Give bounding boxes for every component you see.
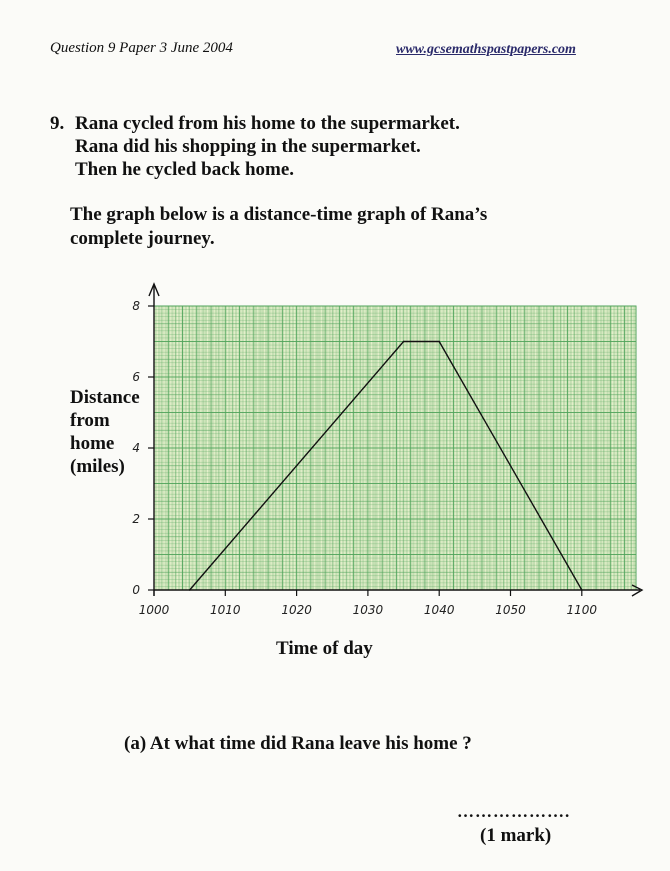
intro-line-2: complete journey. (70, 228, 215, 249)
y-tick-label: 2 (132, 512, 140, 526)
y-tick-label: 0 (132, 583, 140, 597)
journey-point (189, 589, 191, 591)
x-tick-label: 1010 (210, 603, 241, 617)
y-axis-label-line: (miles) (70, 456, 125, 477)
exam-source: Question 9 Paper 3 June 2004 (50, 40, 233, 56)
y-tick-label: 4 (132, 441, 140, 455)
journey-point (403, 341, 405, 343)
y-tick-label: 8 (132, 299, 140, 313)
question-line-1: 9. Rana cycled from his home to the supermarket. (50, 113, 460, 134)
y-axis-label (70, 386, 140, 478)
intro-line-1: The graph below is a distance-time graph of Rana’s (70, 204, 488, 225)
x-tick-label: 1050 (495, 603, 526, 617)
question-line-3: Then he cycled back home. (75, 159, 295, 180)
answer-line[interactable]: ………………. (457, 802, 571, 821)
part-a-question: (a) At what time did Rana leave his home ? (124, 733, 472, 754)
question-number: 9. (50, 113, 65, 134)
x-tick-label: 1000 (138, 603, 170, 617)
x-tick-label: 1040 (423, 603, 455, 617)
y-axis-label-line: Distance (70, 387, 140, 408)
journey-point (581, 589, 583, 591)
y-axis-label-line: from (70, 410, 110, 431)
x-tick-label: 1100 (566, 603, 598, 617)
website-link[interactable]: www.gcsemathspastpapers.com (396, 42, 576, 57)
x-axis-label: Time of day (276, 638, 373, 659)
x-tick-label: 1030 (352, 603, 384, 617)
y-tick-label: 6 (132, 370, 140, 384)
y-axis-label-line: home (70, 433, 115, 454)
journey-point (438, 341, 440, 343)
question-line-2: Rana did his shopping in the supermarket. (75, 136, 421, 157)
x-tick-label: 1020 (281, 603, 312, 617)
mark-allocation: (1 mark) (480, 825, 552, 846)
